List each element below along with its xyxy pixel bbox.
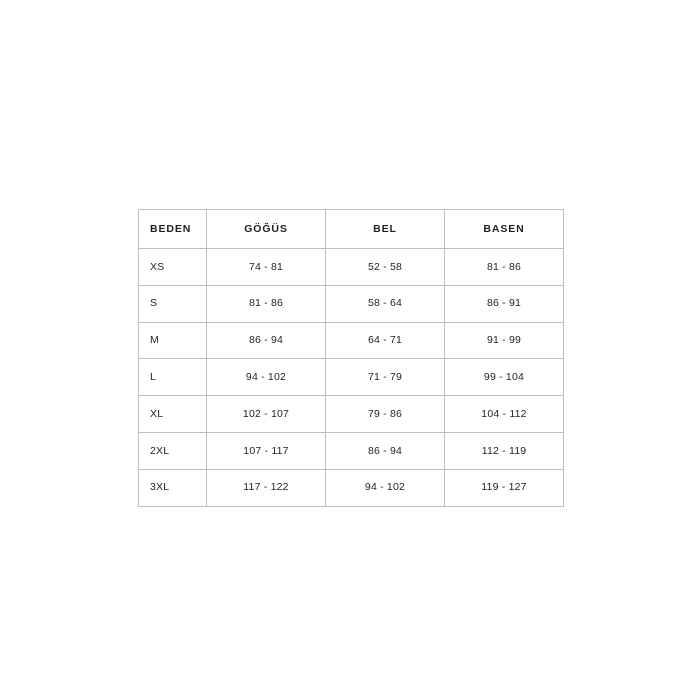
cell-size: 3XL: [139, 469, 207, 506]
cell-chest: 107 - 117: [207, 432, 326, 469]
cell-hip: 104 - 112: [445, 396, 564, 433]
cell-size: M: [139, 322, 207, 359]
table-row: [139, 432, 564, 469]
table-header: [139, 210, 564, 249]
table-body: [139, 249, 564, 507]
cell-waist: 71 - 79: [326, 359, 445, 396]
table-row: [139, 359, 564, 396]
cell-size: XS: [139, 249, 207, 286]
cell-hip: 86 - 91: [445, 285, 564, 322]
cell-hip: 99 - 104: [445, 359, 564, 396]
cell-waist: 79 - 86: [326, 396, 445, 433]
cell-hip: 81 - 86: [445, 249, 564, 286]
table-header-row: [139, 210, 564, 249]
cell-size: 2XL: [139, 432, 207, 469]
cell-hip: 112 - 119: [445, 432, 564, 469]
size-chart-container: [138, 209, 563, 507]
table-row: [139, 249, 564, 286]
column-header-hip: BASEN: [445, 210, 564, 249]
cell-waist: 64 - 71: [326, 322, 445, 359]
cell-waist: 58 - 64: [326, 285, 445, 322]
cell-hip: 119 - 127: [445, 469, 564, 506]
table-row: [139, 469, 564, 506]
cell-chest: 94 - 102: [207, 359, 326, 396]
cell-chest: 81 - 86: [207, 285, 326, 322]
cell-chest: 102 - 107: [207, 396, 326, 433]
cell-chest: 86 - 94: [207, 322, 326, 359]
cell-size: S: [139, 285, 207, 322]
cell-size: L: [139, 359, 207, 396]
cell-size: XL: [139, 396, 207, 433]
cell-hip: 91 - 99: [445, 322, 564, 359]
cell-chest: 74 - 81: [207, 249, 326, 286]
table-row: [139, 396, 564, 433]
column-header-waist: BEL: [326, 210, 445, 249]
cell-waist: 86 - 94: [326, 432, 445, 469]
column-header-size: BEDEN: [139, 210, 207, 249]
cell-chest: 117 - 122: [207, 469, 326, 506]
size-chart-table: [138, 209, 564, 507]
cell-waist: 94 - 102: [326, 469, 445, 506]
table-row: [139, 285, 564, 322]
cell-waist: 52 - 58: [326, 249, 445, 286]
column-header-chest: GÖĞÜS: [207, 210, 326, 249]
table-row: [139, 322, 564, 359]
